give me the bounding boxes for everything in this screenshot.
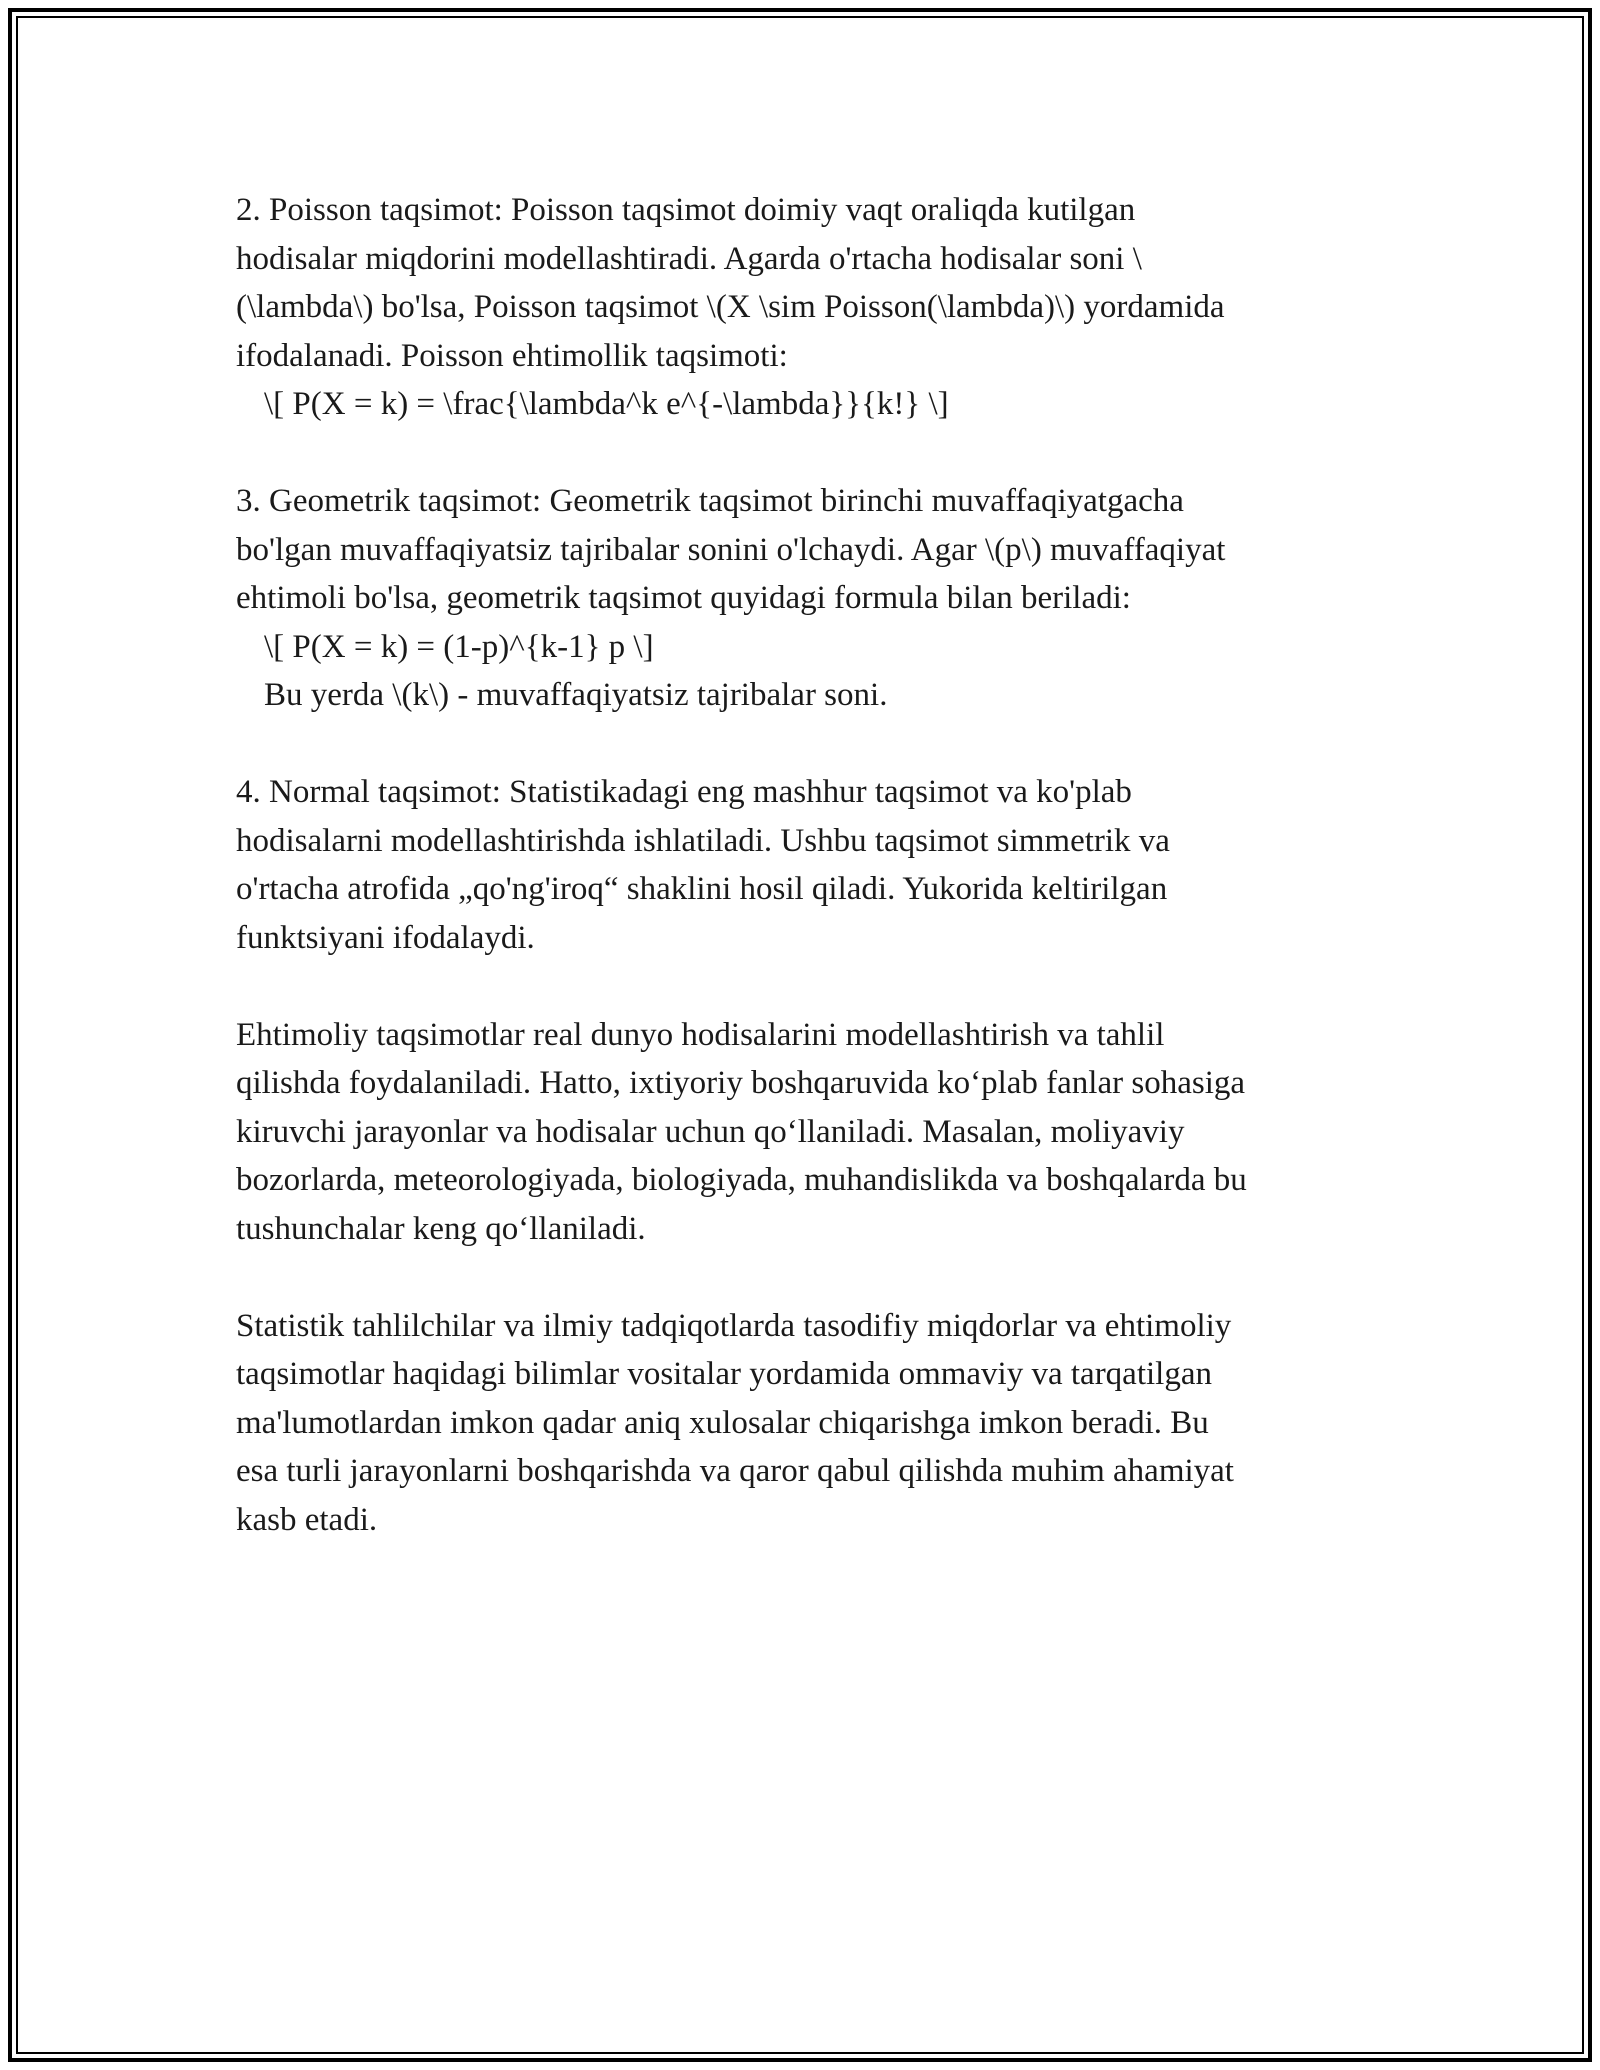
formula-line: \[ P(X = k) = \frac{\lambda^k e^{-\lambda}}{k!} \] bbox=[264, 386, 949, 422]
formula-line: \[ P(X = k) = (1-p)^{k-1} p \] bbox=[264, 628, 654, 665]
text-line: Ehtimoliy taqsimotlar real dunyo hodisalarini modellashtirish va tahlil bbox=[236, 1016, 1165, 1053]
text-line: kasb etadi. bbox=[236, 1501, 378, 1538]
paragraph-conclusion bbox=[236, 1302, 1376, 1545]
text-line: Statistik tahlilchilar va ilmiy tadqiqotlarda tasodifiy miqdorlar va ehtimoliy bbox=[236, 1307, 1232, 1344]
text-line: 2. Poisson taqsimot: Poisson taqsimot doimiy vaqt oraliqda kutilgan bbox=[236, 192, 1136, 228]
paragraph-applications bbox=[236, 1011, 1376, 1254]
text-line: o'rtacha atrofida „qo'ng'iroq“ shaklini hosil qiladi. Yukorida keltirilgan bbox=[236, 871, 1168, 907]
text-line: ma'lumotlardan imkon qadar aniq xulosalar chiqarishga imkon beradi. Bu bbox=[236, 1404, 1209, 1441]
text-line: 3. Geometrik taqsimot: Geometrik taqsimot birinchi muvaffaqiyatgacha bbox=[236, 483, 1184, 519]
text-line: hodisalar miqdorini modellashtiradi. Agarda o'rtacha hodisalar soni \ bbox=[236, 240, 1142, 277]
text-line: esa turli jarayonlarni boshqarishda va qaror qabul qilishda muhim ahamiyat bbox=[236, 1453, 1234, 1489]
text-line: funktsiyani ifodalaydi. bbox=[236, 919, 535, 956]
text-line: bozorlarda, meteorologiyada, biologiyada, muhandislikda va boshqalarda bu bbox=[236, 1162, 1247, 1198]
text-line: qilishda foydalaniladi. Hatto, ixtiyoriy boshqaruvida koʻplab fanlar sohasiga bbox=[236, 1065, 1246, 1101]
document-body bbox=[236, 186, 1376, 1593]
text-line: hodisalarni modellashtirishda ishlatiladi. Ushbu taqsimot simmetrik va bbox=[236, 822, 1170, 859]
paragraph-normal bbox=[236, 768, 1376, 962]
text-line: bo'lgan muvaffaqiyatsiz tajribalar sonini o'lchaydi. Agar \(p\) muvaffaqiyat bbox=[236, 531, 1226, 568]
text-line: 4. Normal taqsimot: Statistikadagi eng mashhur taqsimot va ko'plab bbox=[236, 774, 1132, 810]
text-line: tushunchalar keng qoʻllaniladi. bbox=[236, 1210, 646, 1247]
text-line: ehtimoli bo'lsa, geometrik taqsimot quyidagi formula bilan beriladi: bbox=[236, 580, 1131, 616]
text-line: Bu yerda \(k\) - muvaffaqiyatsiz tajribalar soni. bbox=[264, 677, 888, 713]
text-line: (\lambda\) bo'lsa, Poisson taqsimot \(X \sim Poisson(\lambda)\) yordamida bbox=[236, 289, 1225, 325]
paragraph-poisson bbox=[236, 186, 1376, 429]
paragraph-geometric bbox=[236, 477, 1376, 720]
text-line: ifodalanadi. Poisson ehtimollik taqsimoti: bbox=[236, 337, 788, 374]
text-line: kiruvchi jarayonlar va hodisalar uchun qoʻllaniladi. Masalan, moliyaviy bbox=[236, 1113, 1185, 1150]
text-line: taqsimotlar haqidagi bilimlar vositalar yordamida ommaviy va tarqatilgan bbox=[236, 1356, 1212, 1392]
